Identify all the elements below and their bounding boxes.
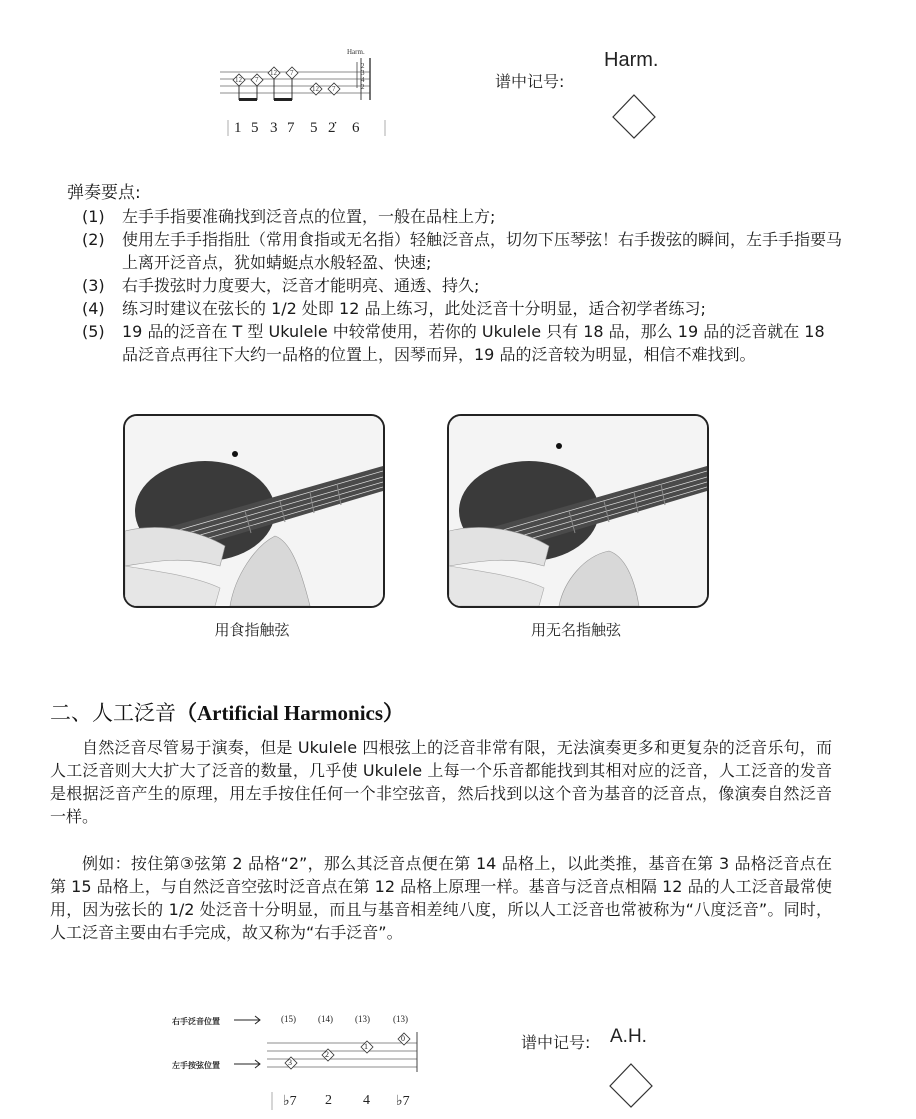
- item-number: (2): [82, 230, 105, 249]
- harmonic-symbol-text: Harm.: [604, 49, 659, 71]
- item-text: 右手拨弦时力度要大，泛音才能明亮、通透、持久;: [122, 276, 480, 295]
- right-fret-number: (13): [393, 1014, 408, 1024]
- key-points-list: [82, 205, 842, 366]
- item-number: (1): [82, 207, 105, 226]
- harmonic-diamond-icon: [610, 93, 658, 141]
- photo-caption-left: 用食指触弦: [214, 621, 290, 639]
- paragraph-example: 例如：按住第③弦第 2 品格“2”，那么其泛音点便在第 14 品格上，以此类推，基音在第 3 品格泛音点在第 15 品格上，与自然泛音空弦时泛音点在第 12 品格上原理一样。基音与泛音点相隔 12 品的人工泛音最常使用，因为弦长的 1/2 处泛音十分明显，而且与基音相差纯八度，所以人工泛音也常被称为“八度泛音”。同时，人工泛音主要由右手完成，故又称为“右手泛音”。: [50, 854, 832, 942]
- natural-harmonic-notation: [220, 40, 395, 145]
- item-text: 19 品的泛音在 T 型 Ukulele 中较常使用，若你的 Ukulele 只有 18 品，那么 19 品的泛音就在 18 品泛音点再往下大约一品格的位置上，因琴而异，19 品的泛音较为明显，相信不难找到。: [122, 322, 825, 364]
- item-text: 练习时建议在弦长的 1/2 处即 12 品上练习，此处泛音十分明显，适合初学者练习;: [122, 299, 706, 318]
- bracket-digit: 2: [361, 83, 365, 91]
- section-title: [50, 697, 404, 727]
- left-fret-number: 2: [325, 1050, 329, 1059]
- left-fret-number: 3: [288, 1058, 292, 1067]
- tab-number: 6: [352, 120, 360, 136]
- right-fret-number: (15): [281, 1014, 296, 1024]
- note-label: 7: [290, 69, 294, 77]
- tab-number: 3: [270, 120, 278, 136]
- left-hand-position-label: 左手按弦位置: [172, 1061, 220, 1070]
- list-item: [82, 320, 842, 366]
- item-number: (5): [82, 322, 105, 341]
- paragraph-intro: 自然泛音尽管易于演奏，但是 Ukulele 四根弦上的泛音非常有限，无法演奏更多和更复杂的泛音乐句，而人工泛音则大大扩大了泛音的数量，几乎使 Ukulele 上每一个乐音都能找到其相对应的泛音，人工泛音的发音是根据泛音产生的原理，用左手按住任何一个非空弦音，然后找到以这个音为基音的泛音点，像演奏自然泛音一样。: [50, 738, 832, 826]
- bracket-digit: 4: [361, 76, 365, 84]
- tab-number: ♭7: [396, 1094, 410, 1109]
- harmonic-symbol-label: 谱中记号:: [495, 72, 565, 91]
- ah-symbol-text: A.H.: [610, 1026, 647, 1047]
- tab-number: 5: [310, 120, 318, 136]
- note-label: 12: [270, 69, 277, 77]
- note-label: 12: [312, 85, 319, 93]
- tab-number: 7: [287, 120, 295, 136]
- bracket-digit: 2: [361, 62, 365, 70]
- tab-number: 2: [325, 1093, 332, 1108]
- right-fret-number: (13): [355, 1014, 370, 1024]
- ukulele-hand-illustration: [125, 416, 383, 606]
- photo-caption-right: 用无名指触弦: [530, 621, 621, 639]
- note-label: 7: [255, 76, 259, 84]
- note-label: 12: [235, 76, 242, 84]
- ah-diamond-icon: [607, 1062, 655, 1110]
- tab-number: 5: [251, 120, 259, 136]
- left-fret-number: 1: [364, 1042, 368, 1051]
- list-item: [82, 274, 842, 297]
- tab-number: 4: [363, 1093, 370, 1108]
- right-fret-number: (14): [318, 1014, 333, 1024]
- item-number: (4): [82, 299, 105, 318]
- list-item: [82, 297, 842, 320]
- right-hand-position-label: 右手泛音位置: [172, 1017, 220, 1026]
- note-label: 7: [332, 85, 336, 93]
- tab-staff-graphic: [220, 40, 395, 145]
- list-item: [82, 228, 842, 274]
- list-item: [82, 205, 842, 228]
- key-points-heading: 弹奏要点:: [67, 183, 141, 203]
- section-title-en: （Artificial Harmonics）: [176, 701, 405, 725]
- left-fret-number: 0: [401, 1034, 405, 1043]
- tab-number: 1: [234, 120, 242, 136]
- photo-ring-finger: [447, 414, 709, 608]
- photo-index-finger: [123, 414, 385, 608]
- tab-number: ♭7: [283, 1094, 297, 1109]
- item-number: (3): [82, 276, 105, 295]
- section-title-cn: 二、人工泛音: [50, 701, 176, 725]
- item-text: 使用左手手指指肚（常用食指或无名指）轻触泛音点，切勿下压琴弦！右手拨弦的瞬间，左手手指要马上离开泛音点，犹如蜻蜓点水般轻盈、快速;: [122, 230, 843, 272]
- tab-number: 2̇: [328, 120, 336, 136]
- ah-symbol-label: 谱中记号:: [521, 1033, 591, 1052]
- staff-harm-marker: Harm.: [347, 48, 365, 56]
- bracket-digit: 3: [361, 69, 365, 77]
- ukulele-hand-illustration: [449, 416, 707, 606]
- item-text: 左手手指要准确找到泛音点的位置，一般在品柱上方;: [122, 207, 496, 226]
